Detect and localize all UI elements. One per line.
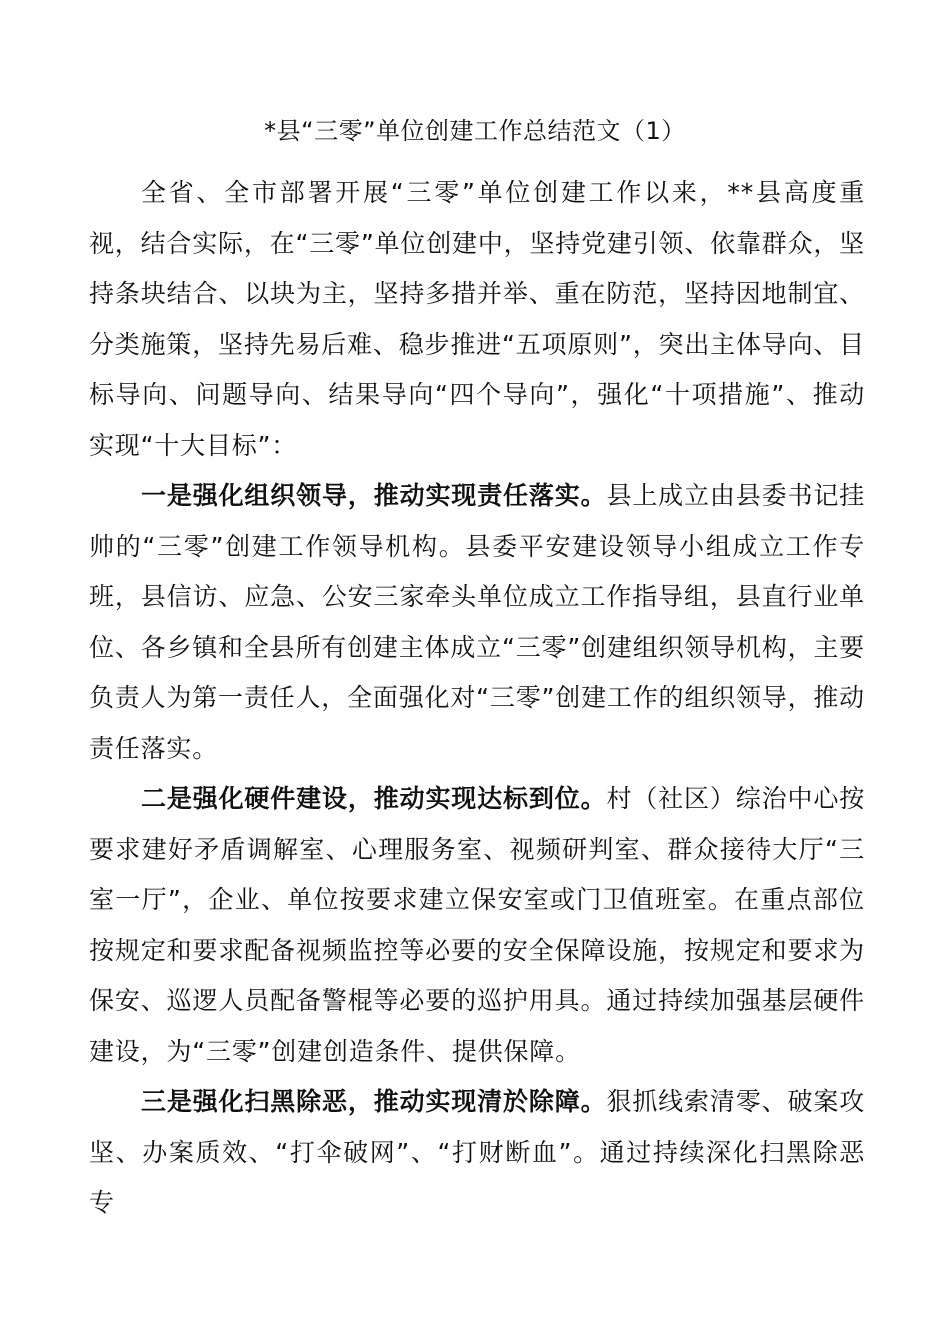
document-title: *县“三零”单位创建工作总结范文（1）: [264, 117, 686, 145]
paragraph-anti-crime: [89, 1077, 865, 1229]
paragraph-text: 村（社区）综治中心按要求建好矛盾调解室、心理服务室、视频研判室、群众接待大厅“三室一厅”，企业、单位按要求建立保安室或门卫值班室。在重点部位按规定和要求配备视频监控等必要的安全保障设施，按规定和要求为保安、巡逻人员配备警棍等必要的巡护用具。通过持续加强基层硬件建设，为“三零”创建创造条件、提供保障。: [89, 784, 865, 1066]
paragraph-text: 全省、全市部署开展“三零”单位创建工作以来，**县高度重视，结合实际，在“三零”单位创建中，坚持党建引领、依靠群众，坚持条块结合、以块为主，坚持多措并举、重在防范，坚持因地制宜、分类施策，坚持先易后难、稳步推进“五项原则”，突出主体导向、目标导向、问题导向、结果导向“四个导向”，强化“十项措施”、推动实现“十大目标”：: [89, 178, 865, 460]
paragraph-intro: [89, 168, 865, 471]
paragraph-organization: [89, 471, 865, 774]
paragraph-text: 狠抓线索清零、破案攻坚、办案质效、“打伞破网”、“打财断血”。通过持续深化扫黑除恶专: [89, 1087, 865, 1217]
document-body: [89, 168, 865, 1229]
paragraph-lead: 一是强化组织领导，推动实现责任落实。: [141, 481, 607, 510]
paragraph-hardware: [89, 774, 865, 1077]
paragraph-lead: 二是强化硬件建设，推动实现达标到位。: [141, 784, 607, 813]
paragraph-lead: 三是强化扫黑除恶，推动实现清於除障。: [141, 1087, 607, 1116]
paragraph-text: 县上成立由县委书记挂帅的“三零”创建工作领导机构。县委平安建设领导小组成立工作专班，县信访、应急、公安三家牵头单位成立工作指导组，县直行业单位、各乡镇和全县所有创建主体成立“三零”创建组织领导机构，主要负责人为第一责任人，全面强化对“三零”创建工作的组织领导，推动责任落实。: [89, 481, 865, 763]
